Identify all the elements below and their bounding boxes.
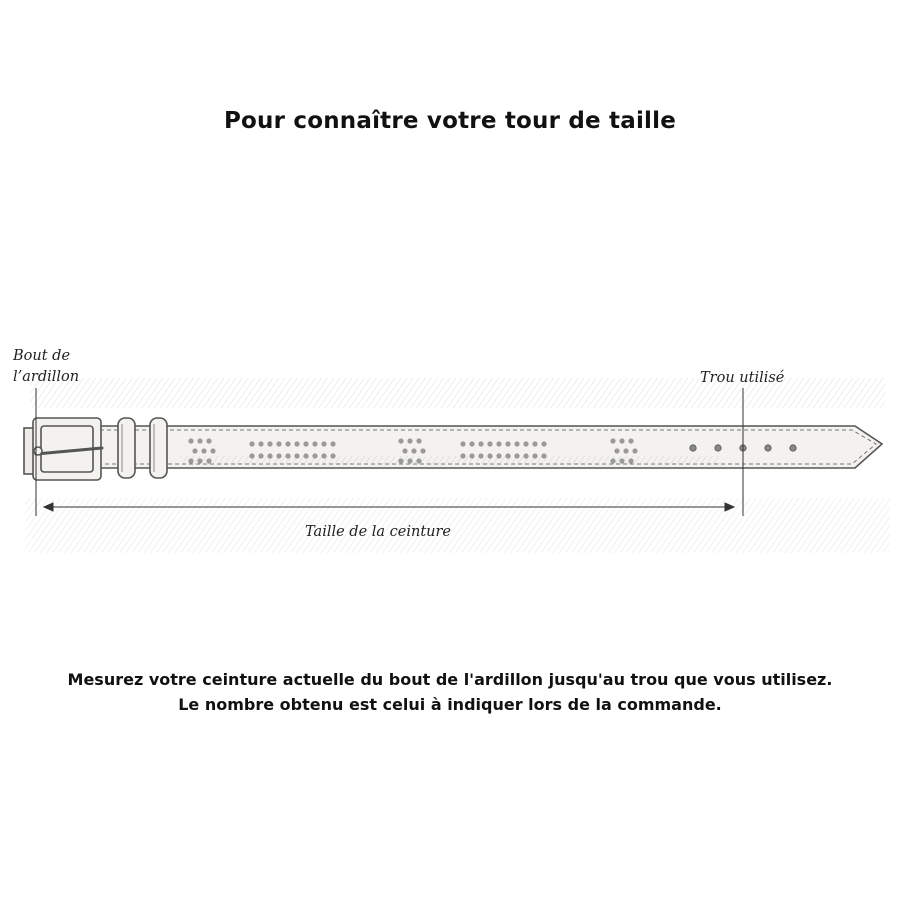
instructions xyxy=(0,667,900,717)
instructions-line1: Mesurez votre ceinture actuelle du bout de l'ardillon jusqu'au trou que vous utilisez. xyxy=(67,670,833,689)
belt-size-label: Taille de la ceinture xyxy=(305,524,452,540)
belt-strap xyxy=(95,426,882,468)
pin-end-label-line2: l’ardillon xyxy=(13,369,80,385)
used-hole-label: Trou utilisé xyxy=(700,370,785,386)
pin-end-label xyxy=(13,346,79,388)
instructions-line2: Le nombre obtenu est celui à indiquer lors de la commande. xyxy=(178,695,722,714)
page-title: Pour connaître votre tour de taille xyxy=(223,108,676,134)
pin-end-label-line1: Bout de xyxy=(13,348,71,364)
